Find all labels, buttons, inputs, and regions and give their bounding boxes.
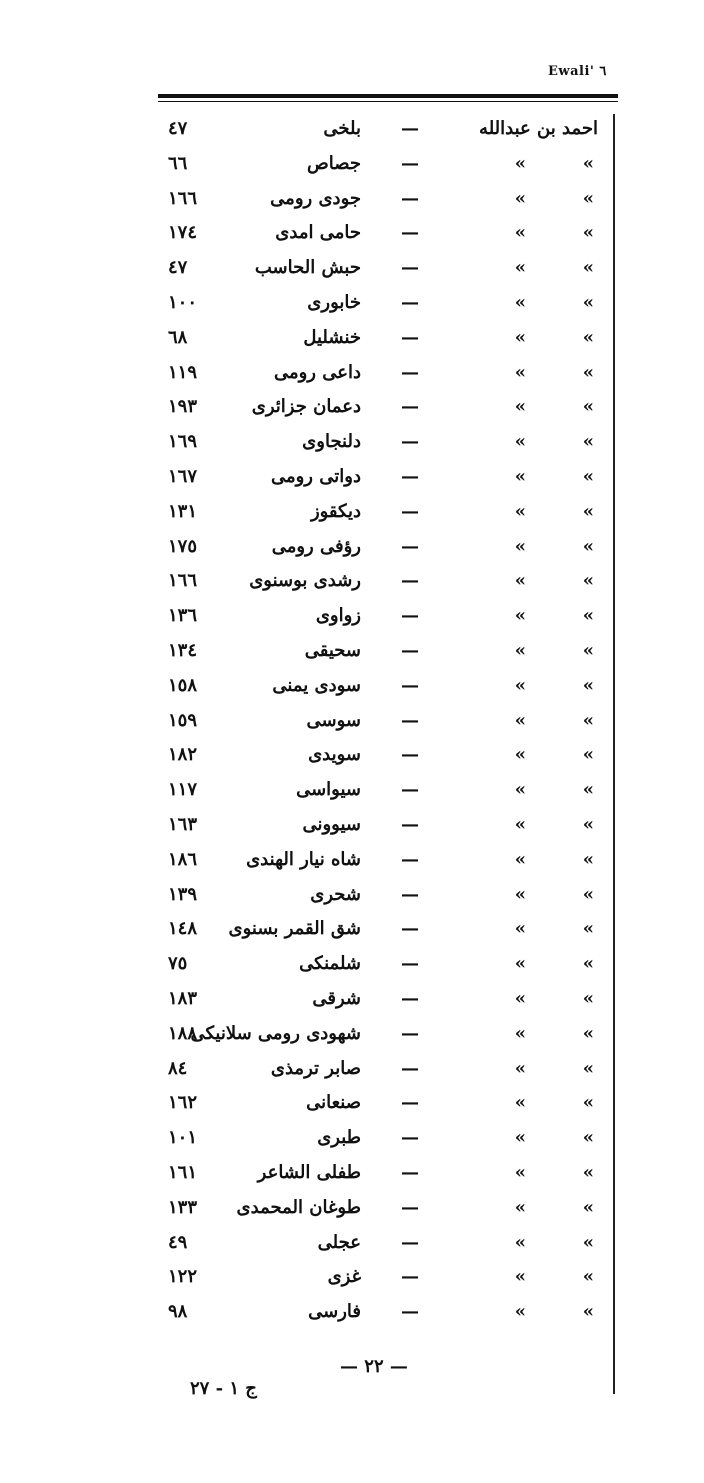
entry-row bbox=[0, 706, 704, 741]
ditto-mark: » bbox=[514, 744, 526, 766]
header-rule-thick bbox=[158, 94, 618, 98]
entry-page: ١٨٢ bbox=[168, 744, 198, 766]
ditto-mark: » bbox=[514, 1196, 526, 1218]
entry-name: عجلی bbox=[317, 1231, 361, 1253]
entry-row bbox=[0, 914, 704, 949]
father-name: » bbox=[582, 1022, 594, 1044]
dash-mark: — bbox=[401, 639, 419, 661]
ditto-mark: » bbox=[514, 674, 526, 696]
entry-name: صنعانی bbox=[306, 1092, 361, 1114]
entry-page: ١٨٦ bbox=[168, 848, 198, 870]
father-name: » bbox=[582, 187, 594, 209]
entry-name: طوغان المحمدی bbox=[236, 1196, 361, 1218]
ditto-mark: » bbox=[514, 779, 526, 801]
entry-page: ١٤٨ bbox=[168, 918, 198, 940]
entry-name: طبری bbox=[317, 1127, 361, 1149]
dash-mark: — bbox=[401, 535, 419, 557]
dash-mark: — bbox=[401, 1092, 419, 1114]
entry-page: ١٩٣ bbox=[168, 396, 198, 418]
dash-mark: — bbox=[401, 187, 419, 209]
ditto-mark: » bbox=[514, 431, 526, 453]
entry-row bbox=[0, 253, 704, 288]
dash-mark: — bbox=[401, 361, 419, 383]
dash-mark: — bbox=[401, 396, 419, 418]
father-name: » bbox=[582, 813, 594, 835]
entry-page: ١٦٣ bbox=[168, 813, 198, 835]
father-name: » bbox=[582, 674, 594, 696]
entry-page: ١٢٢ bbox=[168, 1266, 198, 1288]
dash-mark: — bbox=[401, 987, 419, 1009]
father-name: » bbox=[582, 709, 594, 731]
father-name: احمد بن عبدالله bbox=[479, 118, 598, 139]
father-name: » bbox=[582, 222, 594, 244]
entry-name: خابوری bbox=[307, 291, 361, 313]
father-name: » bbox=[582, 152, 594, 174]
entry-row bbox=[0, 775, 704, 810]
entry-name: خنشلیل bbox=[303, 326, 361, 348]
father-name: » bbox=[582, 570, 594, 592]
dash-mark: — bbox=[401, 118, 419, 139]
ditto-mark: » bbox=[514, 396, 526, 418]
dash-mark: — bbox=[401, 709, 419, 731]
entry-name: دیکقوز bbox=[310, 500, 361, 522]
father-name: » bbox=[582, 1301, 594, 1323]
dash-mark: — bbox=[401, 1301, 419, 1323]
entry-page: ٦٦ bbox=[168, 152, 188, 174]
entry-page: ١٥٩ bbox=[168, 709, 198, 731]
entry-page: ١١٧ bbox=[168, 779, 198, 801]
entry-name: زواوی bbox=[315, 605, 361, 627]
entry-row bbox=[0, 149, 704, 184]
ditto-mark: » bbox=[514, 639, 526, 661]
entry-row bbox=[0, 1228, 704, 1263]
entry-name: حامی امدی bbox=[275, 222, 361, 244]
entry-page: ٤٧ bbox=[168, 257, 188, 279]
entry-row bbox=[0, 288, 704, 323]
entry-name: رشدی بوسنوی bbox=[249, 570, 361, 592]
father-name: » bbox=[582, 918, 594, 940]
entry-name: سوسی bbox=[306, 709, 361, 731]
father-name: » bbox=[582, 1127, 594, 1149]
dash-mark: — bbox=[401, 431, 419, 453]
entry-name: سودی یمنی bbox=[272, 674, 361, 696]
father-name: » bbox=[582, 848, 594, 870]
entry-page: ١٦٧ bbox=[168, 465, 198, 487]
ditto-mark: » bbox=[514, 361, 526, 383]
ditto-mark: » bbox=[514, 1266, 526, 1288]
entry-page: ١٣٦ bbox=[168, 605, 198, 627]
entry-row bbox=[0, 184, 704, 219]
dash-mark: — bbox=[401, 883, 419, 905]
ditto-mark: » bbox=[514, 813, 526, 835]
father-name: » bbox=[582, 291, 594, 313]
ditto-mark: » bbox=[514, 1057, 526, 1079]
dash-mark: — bbox=[401, 257, 419, 279]
dash-mark: — bbox=[401, 813, 419, 835]
entry-row bbox=[0, 601, 704, 636]
father-name: » bbox=[582, 1231, 594, 1253]
entry-page: ١٧٥ bbox=[168, 535, 198, 557]
entry-name: فارسی bbox=[308, 1301, 361, 1323]
father-name: » bbox=[582, 500, 594, 522]
dash-mark: — bbox=[401, 1266, 419, 1288]
dash-mark: — bbox=[401, 918, 419, 940]
entry-row bbox=[0, 358, 704, 393]
ditto-mark: » bbox=[514, 1092, 526, 1114]
entry-page: ١٣٤ bbox=[168, 639, 198, 661]
entry-row bbox=[0, 218, 704, 253]
entry-name: جصاص bbox=[307, 152, 361, 174]
entry-row bbox=[0, 949, 704, 984]
ditto-mark: » bbox=[514, 187, 526, 209]
entry-row bbox=[0, 1123, 704, 1158]
dash-mark: — bbox=[401, 1161, 419, 1183]
entry-name: دعمان جزائری bbox=[251, 396, 361, 418]
entry-page: ٤٩ bbox=[168, 1231, 188, 1253]
entry-name: غزی bbox=[327, 1266, 361, 1288]
entry-page: ٦٨ bbox=[168, 326, 188, 348]
entry-page: ٧٥ bbox=[168, 953, 188, 975]
entry-name: طفلی الشاعر bbox=[257, 1161, 361, 1183]
dash-mark: — bbox=[401, 1196, 419, 1218]
entry-name: سیواسی bbox=[296, 779, 361, 801]
entry-name: دواتی رومی bbox=[270, 465, 361, 487]
father-name: » bbox=[582, 1161, 594, 1183]
entry-page: ١١٩ bbox=[168, 361, 198, 383]
ditto-mark: » bbox=[514, 291, 526, 313]
father-name: » bbox=[582, 987, 594, 1009]
ditto-mark: » bbox=[514, 1127, 526, 1149]
entry-name: سیوونی bbox=[302, 813, 361, 835]
father-name: » bbox=[582, 257, 594, 279]
entry-name: سویدی bbox=[308, 744, 361, 766]
entry-page: ١٦٢ bbox=[168, 1092, 198, 1114]
ditto-mark: » bbox=[514, 1231, 526, 1253]
entry-name: شق القمر بسنوی bbox=[228, 918, 361, 940]
dash-mark: — bbox=[401, 674, 419, 696]
father-name: » bbox=[582, 605, 594, 627]
ditto-mark: » bbox=[514, 1161, 526, 1183]
dash-mark: — bbox=[401, 500, 419, 522]
father-name: » bbox=[582, 1196, 594, 1218]
entry-name: دلنجاوی bbox=[302, 431, 361, 453]
ditto-mark: » bbox=[514, 222, 526, 244]
entry-name: رؤفی رومی bbox=[271, 535, 361, 557]
dash-mark: — bbox=[401, 605, 419, 627]
father-name: » bbox=[582, 744, 594, 766]
entry-row bbox=[0, 740, 704, 775]
entry-page: ١٠٠ bbox=[168, 291, 198, 313]
father-name: » bbox=[582, 639, 594, 661]
ditto-mark: » bbox=[514, 953, 526, 975]
entry-row bbox=[0, 636, 704, 671]
entry-row bbox=[0, 880, 704, 915]
entry-row bbox=[0, 462, 704, 497]
ditto-mark: » bbox=[514, 709, 526, 731]
dash-mark: — bbox=[401, 326, 419, 348]
entry-row bbox=[0, 1019, 704, 1054]
entry-row bbox=[0, 810, 704, 845]
father-name: » bbox=[582, 431, 594, 453]
entry-row bbox=[0, 392, 704, 427]
dash-mark: — bbox=[401, 152, 419, 174]
dash-mark: — bbox=[401, 1057, 419, 1079]
entry-page: ١٨٣ bbox=[168, 987, 198, 1009]
dash-mark: — bbox=[401, 779, 419, 801]
father-name: » bbox=[582, 535, 594, 557]
dash-mark: — bbox=[401, 465, 419, 487]
ditto-mark: » bbox=[514, 152, 526, 174]
entry-row bbox=[0, 1193, 704, 1228]
ditto-mark: » bbox=[514, 918, 526, 940]
entry-name: سحیقی bbox=[304, 639, 361, 661]
father-name: » bbox=[582, 1266, 594, 1288]
entry-page: ١٥٨ bbox=[168, 674, 198, 696]
entry-name: شهودی رومی سلانیکی bbox=[190, 1022, 361, 1044]
entry-row bbox=[0, 323, 704, 358]
entry-row bbox=[0, 427, 704, 462]
entry-page: ١٣٣ bbox=[168, 1196, 198, 1218]
father-name: » bbox=[582, 326, 594, 348]
entry-name: شحری bbox=[310, 883, 361, 905]
father-name: » bbox=[582, 883, 594, 905]
entry-name: بلخی bbox=[323, 118, 361, 139]
entry-page: ١٨٨ bbox=[168, 1022, 198, 1044]
dash-mark: — bbox=[401, 291, 419, 313]
entry-page: ٤٧ bbox=[168, 118, 188, 139]
signature-mark: ج ١ - ٢٧ bbox=[190, 1378, 257, 1399]
entry-row bbox=[0, 1158, 704, 1193]
entry-page: ١٦١ bbox=[168, 1161, 198, 1183]
father-name: » bbox=[582, 465, 594, 487]
entry-row bbox=[0, 671, 704, 706]
entry-name: صابر ترمذی bbox=[270, 1057, 361, 1079]
entry-page: ١٣٩ bbox=[168, 883, 198, 905]
header-rule-thin bbox=[158, 101, 618, 102]
entry-page: ١٧٤ bbox=[168, 222, 198, 244]
dash-mark: — bbox=[401, 1231, 419, 1253]
running-head: Ewali' ٦ bbox=[548, 64, 607, 79]
entry-row bbox=[0, 1088, 704, 1123]
entry-page: ١٣١ bbox=[168, 500, 198, 522]
father-name: » bbox=[582, 779, 594, 801]
entry-row bbox=[0, 1262, 704, 1297]
entry-name: حبش الحاسب bbox=[254, 257, 361, 279]
entry-name: شاه نیار الهندی bbox=[246, 848, 361, 870]
entry-name: شلمنکی bbox=[299, 953, 361, 975]
dash-mark: — bbox=[401, 222, 419, 244]
entry-row bbox=[0, 566, 704, 601]
father-name: » bbox=[582, 396, 594, 418]
ditto-mark: » bbox=[514, 326, 526, 348]
dash-mark: — bbox=[401, 953, 419, 975]
entry-row bbox=[0, 845, 704, 880]
entry-name: جودی رومی bbox=[270, 187, 361, 209]
entry-page: ١٠١ bbox=[168, 1127, 198, 1149]
entry-page: ١٦٩ bbox=[168, 431, 198, 453]
dash-mark: — bbox=[401, 1127, 419, 1149]
ditto-mark: » bbox=[514, 1301, 526, 1323]
entry-page: ١٦٦ bbox=[168, 187, 198, 209]
entry-name: داعی رومی bbox=[273, 361, 361, 383]
entry-row bbox=[0, 114, 704, 149]
dash-mark: — bbox=[401, 744, 419, 766]
ditto-mark: » bbox=[514, 1022, 526, 1044]
entry-page: ٩٨ bbox=[168, 1301, 188, 1323]
entry-name: شرقی bbox=[312, 987, 361, 1009]
entry-row bbox=[0, 1297, 704, 1332]
dash-mark: — bbox=[401, 848, 419, 870]
entry-row bbox=[0, 497, 704, 532]
entry-row bbox=[0, 984, 704, 1019]
dash-mark: — bbox=[401, 570, 419, 592]
page-number: — ٢٢ — bbox=[340, 1356, 408, 1377]
entry-row bbox=[0, 532, 704, 567]
father-name: » bbox=[582, 1092, 594, 1114]
entry-page: ١٦٦ bbox=[168, 570, 198, 592]
entries-list bbox=[0, 114, 704, 1332]
ditto-mark: » bbox=[514, 465, 526, 487]
ditto-mark: » bbox=[514, 500, 526, 522]
entry-page: ٨٤ bbox=[168, 1057, 188, 1079]
ditto-mark: » bbox=[514, 605, 526, 627]
father-name: » bbox=[582, 1057, 594, 1079]
ditto-mark: » bbox=[514, 535, 526, 557]
father-name: » bbox=[582, 361, 594, 383]
ditto-mark: » bbox=[514, 987, 526, 1009]
entry-row bbox=[0, 1054, 704, 1089]
father-name: » bbox=[582, 953, 594, 975]
ditto-mark: » bbox=[514, 848, 526, 870]
ditto-mark: » bbox=[514, 570, 526, 592]
ditto-mark: » bbox=[514, 883, 526, 905]
dash-mark: — bbox=[401, 1022, 419, 1044]
ditto-mark: » bbox=[514, 257, 526, 279]
